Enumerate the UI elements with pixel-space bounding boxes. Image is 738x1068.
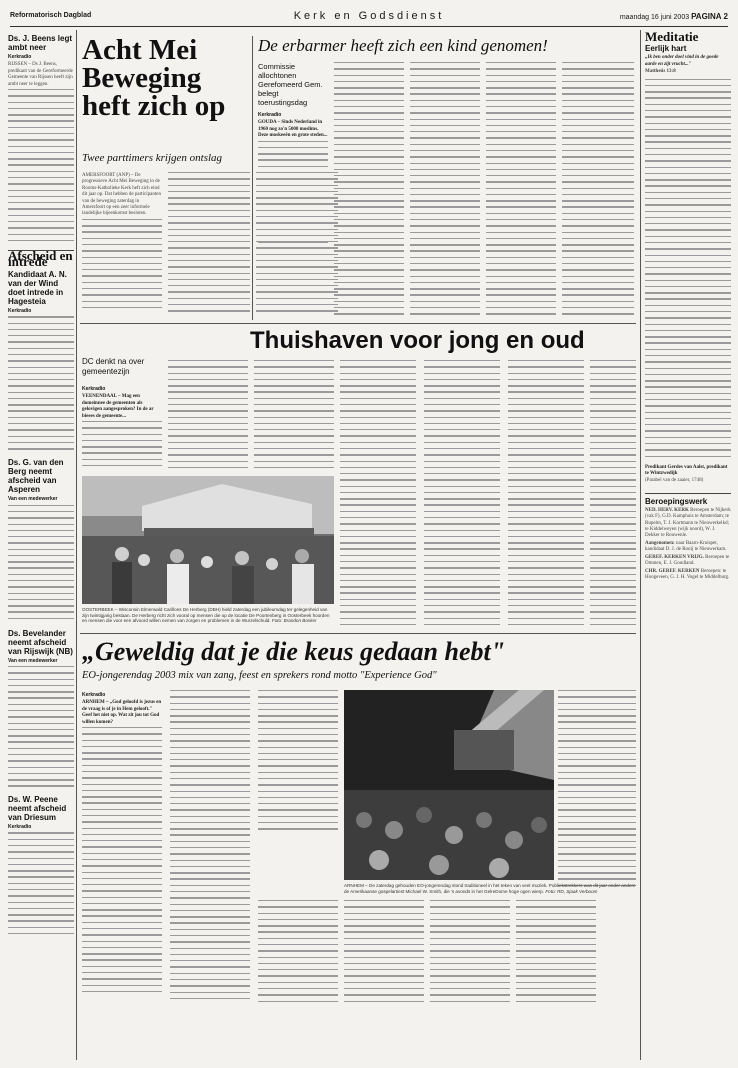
- page-number: 2: [723, 12, 728, 21]
- banner-col-3: [410, 62, 480, 320]
- thuis-col-1: [82, 384, 162, 474]
- concert-photo-caption: [344, 883, 636, 894]
- thuis-headline: Thuishaven voor jong en oud: [250, 327, 585, 354]
- keus-body-text: ARNHEM – „God geloofd is jezus en de vraag is of je in Hem gelooft." Geef het niet op. Wat zit jou tot God willen komen?: [82, 700, 162, 725]
- section-rule: [80, 633, 636, 634]
- text-block: [8, 666, 74, 791]
- photo-credit: Foto: Brandon Bosker: [271, 618, 317, 624]
- article-kicker: Van een medewerker: [8, 657, 58, 664]
- text-block: [8, 316, 74, 454]
- beroep-item: [645, 555, 731, 568]
- article-kicker: Kerkradio: [82, 386, 106, 392]
- section-heading: Afscheid en intrede: [8, 248, 73, 270]
- keus-col-8: [558, 690, 636, 890]
- meditation-reference: Mattheüs 13:8: [645, 69, 676, 75]
- thuis-body-text: VEENENDAAL – Mag een domeinnee de gemeenten als gelovigen aangesproken? In de ar bieees de gemeente...: [82, 394, 154, 419]
- article-kicker: Kerkradio: [8, 824, 32, 831]
- article-kicker: Kerkradio: [82, 692, 106, 698]
- beroep-church: CHR. GEREF. KERKEN: [645, 568, 700, 574]
- banner-col-2: [334, 62, 404, 320]
- keus-col-1: [82, 690, 162, 1010]
- article-kicker: Kerkradio: [8, 54, 32, 60]
- banner-subhead: Commissie allochtonen Gerefomeerd Gem. belegt toerustingsdag: [258, 62, 323, 107]
- beroep-text: Beroepen: te Hoogeveen, G. J. H. Vogel te Middelburg.: [645, 568, 730, 580]
- keus-col-6: [430, 900, 510, 1010]
- thuis-photo-caption: [82, 607, 334, 624]
- article-kicker: Kerkradio: [258, 112, 282, 118]
- date: maandag 16 juni 2003: [619, 14, 690, 21]
- text-block: [82, 219, 162, 314]
- text-block: [8, 89, 74, 244]
- concert-photo: [344, 690, 554, 880]
- photo-credit: Foto: RD, Sjaak Verboom: [545, 888, 598, 894]
- beroep-church: Aangenomen:: [645, 540, 675, 546]
- lead-body-col-1: [82, 172, 162, 320]
- keus-col-3: [258, 690, 338, 840]
- meditation-author: Predikant Gerdes van Aalst, predikant te Wintzwedijk: [645, 464, 728, 477]
- lead-body-text: AMERSFOORT (ANP) – De progressieve Acht Mei Beweging in de Rooms-Katholieke Kerk heft zich eind dit jaar op. Dat hebben de participanten van de beweging zaterdag in Amersfoort op een zeer informele landelijke bijeenkomst besloten.: [82, 173, 161, 217]
- page-header: [10, 4, 728, 27]
- text-block: [82, 727, 162, 997]
- article-title: Ds. G. van den Berg neemt afscheid van Asperen: [8, 458, 64, 495]
- lead-body-col-2: [168, 172, 250, 320]
- page-label: PAGINA: [691, 12, 722, 21]
- banner-body-text: GOUDA – Sinds Nederland in 1960 nog zo'n 5000 moslims. Deze moskeeën en grote steden...: [258, 120, 328, 139]
- thuis-col-6: [508, 360, 584, 630]
- meditation-verse: „Ik ben onder doel vind in de goede aarde en zijt vrucht...": [645, 55, 719, 67]
- meditation-signature: (Parabel van de zaaier, 1748): [645, 478, 704, 484]
- banner-col-5: [562, 62, 634, 320]
- section-rule: [80, 323, 636, 324]
- section-title: Kerk en Godsdienst: [293, 10, 445, 22]
- date-line: [620, 12, 728, 21]
- text-block: [8, 832, 74, 942]
- beroep-item: [645, 569, 731, 582]
- keus-col-7: [516, 900, 596, 1010]
- beroep-text: Beroepen te Ommen, E. J. Goudland.: [645, 554, 730, 567]
- meditation-title: Meditatie: [645, 29, 699, 44]
- paper-name: Reformatorisch Dagblad: [10, 12, 92, 19]
- meditation-column: [645, 30, 731, 1060]
- beroep-church: GEREF. KERKEN VRIJG.: [645, 554, 704, 560]
- keus-headline: „Geweldig dat je die keus gedaan hebt": [82, 637, 506, 666]
- column-rule: [640, 30, 641, 1060]
- caption-text: OOSTERBEEK – Wisconsin Elmerwald Carillons De Herberg (DBH) hield zaterdag een jubileumdag ter gelegenheid van zijn twintigjarig bestaan. De Herberg richt zich vooral op mensen die op de locatie De Poortenberg in Oosterbeek hoorden en mensen die voor een afvoord willen nemen van zorgen en problemen in de Wurzelschuld.: [82, 607, 330, 624]
- article-title: Kandidaat A. N. van der Wind doet intrede in Hagesteia: [8, 269, 67, 306]
- photo-illustration: [82, 476, 334, 604]
- caption-text: ARNHEM – De zaterdag gehouden EO-jongerendag stond traditioneel in het teken van veel muziek. Publiekstrekkers was dit jaar onder andere de Amerikaanse gospelartiest Michael W. Smith, die 's avonds in het GelreDome hoge ogen wierp.: [344, 883, 636, 894]
- text-block: [258, 141, 328, 301]
- banner-headline: De erbarmer heeft zich een kind genomen!: [258, 36, 548, 55]
- thuis-col-5: [424, 360, 500, 630]
- beroep-text: Beroepen te Nijkerk (vak F), G.D. Kamphuis te Amsterdam; te Rupelm, T. J. Kortmann te Nieuwerkelkd; te Kiddelweyen (wijk noord), W. J. Dekker te Rouwenle.: [645, 507, 731, 539]
- meditation-subtitle: Eerlijk hart: [645, 44, 687, 54]
- thuis-col-2: [168, 360, 248, 474]
- beroep-text: naar Baarn-Kruispet, kandidaat D. J. de Rooij te Nieuwerkam.: [645, 540, 727, 553]
- keus-col-5: [344, 900, 424, 1010]
- thuis-col-4: [340, 360, 416, 630]
- column-rule: [252, 36, 253, 320]
- lead-headline: Acht Mei Beweging heft zich op: [82, 34, 226, 122]
- text-block: [645, 79, 731, 464]
- text-block: [82, 421, 162, 471]
- article-kicker: Kerkradio: [8, 307, 32, 314]
- article-title: Ds. J. Beens legt ambt neer: [8, 34, 73, 52]
- article-text: RIJSSEN – Ds J. Beens, predikant van de Gereformeerde Gemeente van Rijssen heeft zijn ambt neer te leggen.: [8, 62, 73, 87]
- beroep-item: [645, 541, 731, 554]
- keus-col-2: [170, 690, 250, 1010]
- keus-subhead: EO-jongerendag 2003 mix van zang, feest en sprekers rond motto "Experience God": [82, 670, 437, 681]
- thuis-photo: [82, 476, 334, 604]
- column-rule: [76, 30, 77, 1060]
- article-kicker: Van een medewerker: [8, 496, 58, 503]
- article-title: Ds. W. Peene neemt afscheid van Driesum: [8, 795, 67, 823]
- lead-subhead: Twee parttimers krijgen ontslag: [82, 152, 223, 164]
- article-title: Ds. Bevelander neemt afscheid van Rijswijk (NB): [8, 628, 73, 656]
- beroep-item: [645, 508, 731, 540]
- banner-col-4: [486, 62, 556, 320]
- left-column: [8, 30, 74, 1060]
- beroep-church: NED. HERV. KERK: [645, 507, 689, 513]
- beroeping-heading: Beroepingswerk: [645, 493, 731, 506]
- keus-col-4: [258, 900, 338, 1010]
- thuis-col-7: [590, 360, 636, 630]
- text-block: [8, 505, 74, 625]
- banner-col-1: [258, 110, 328, 320]
- thuis-subhead: DC denkt na over gemeentezijn: [82, 357, 145, 376]
- thuis-col-3: [254, 360, 334, 474]
- photo-illustration: [344, 690, 554, 880]
